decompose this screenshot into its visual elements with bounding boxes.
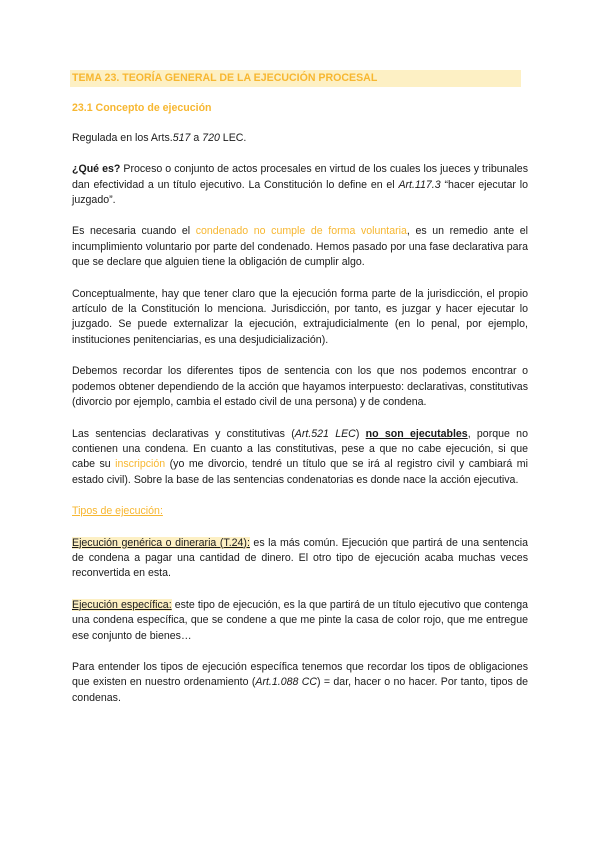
highlight-voluntary: condenado no cumple de forma voluntaria [195,225,407,238]
constitution-article: Art.117.3 [398,178,441,191]
obligations-text-a: Para entender los tipos de ejecución específica tenemos que recordar los tipos de obligaciones que existen en nuestro ordenamiento ( [72,660,528,689]
generic-execution-lead: Ejecución genérica o dineraria (T.24): [72,536,250,549]
specific-execution-text: este tipo de ejecución, es la que partirá de un título ejecutivo que contenga una condena específica, que se condene a que me pinte la casa de color rojo, que me entregue ese conjunto de bienes… [72,598,528,642]
specific-execution-lead: Ejecución específica: [72,598,172,611]
exec-text-a: Las sentencias declarativas y constitutivas ( [72,427,295,440]
paragraph-necessity [72,224,528,270]
highlight-inscription: inscripción [115,458,166,471]
exec-text-b: ) [355,427,366,440]
section-heading: 23.1 Concepto de ejecución [72,102,212,115]
document-body [72,70,528,706]
lec-article: Art.521 LEC [294,427,356,440]
paragraph-regulation [72,131,528,146]
definition-text: Proceso o conjunto de actos procesales en virtud de los cuales los jueces y tribunales dan efectividad a un título ejecutivo. La Constitución lo define en el [72,163,528,191]
types-heading: Tipos de ejecución: [72,505,163,518]
regulation-connector: a [190,131,203,144]
article-start: 517 [172,131,191,144]
article-end: 720 [202,131,220,144]
obligations-text-b: ) = dar, hacer o no hacer. Por tanto, tipos de condenas. [72,676,528,704]
exec-text-d: (yo me divorcio, tendré un título que se irá al registro civil y cambiará mi estado civil). Sobre la base de las sentencias condenatorias es donde nace la acción ejecutiva. [72,458,528,486]
paragraph-generic-execution [72,536,528,582]
exec-text-c: , porque no contienen una condena. En cuanto a las constitutivas, pese a que no cabe ejecución, si que cabe su [72,427,528,471]
generic-execution-text: es la más común. Ejecución que partirá de una sentencia de condena a pagar una cantidad de dinero. El otro tipo de ejecución acaba muchas veces reconvertida en esta. [72,536,528,580]
paragraph-concept: Conceptualmente, hay que tener claro que la ejecución forma parte de la jurisdicción, el propio artículo de la Constitución lo menciona. Jurisdicción, por tanto, es juzgar y hacer ejecutar lo juzgado. Se puede externalizar la ejecución, extrajudicialmente (en lo penal, por ejemplo, instituciones penitenciarias, es una desjudicialización). [72,287,528,346]
paragraph-executability [72,427,528,489]
definition-quote: “hacer ejecutar lo juzgado”. [72,178,528,207]
paragraph-specific-execution [72,598,528,644]
necessity-text-end: , es un remedio ante el incumplimiento voluntario por parte del condenado. Hemos pasado por una fase declarativa para que se declare que alguien tiene la obligación de cumplir algo. [72,225,528,269]
regulation-text: Regulada en los Arts. [72,131,173,144]
paragraph-definition [72,162,528,208]
regulation-law: LEC. [219,131,247,144]
necessity-text-start: Es necesaria cuando el [72,225,196,238]
chapter-title: TEMA 23. TEORÍA GENERAL DE LA EJECUCIÓN PROCESAL [70,70,521,87]
paragraph-obligations [72,660,528,706]
cc-article: Art.1.088 CC [255,676,318,689]
paragraph-sentence-types: Debemos recordar los diferentes tipos de sentencia con los que nos podemos encontrar o podemos obtener dependiendo de la acción que hayamos interpuesto: declarativas, constitutivas (divorcio por ejemplo, cambia el estado civil de una persona) y de condena. [72,365,528,409]
question-lead: ¿Qué es? [72,163,121,176]
not-executable-emphasis: no son ejecutables [365,427,468,440]
